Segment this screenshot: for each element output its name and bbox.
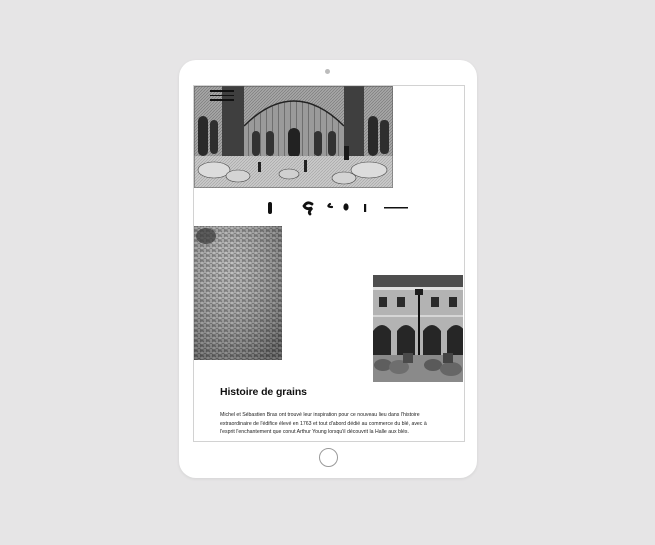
home-button-icon[interactable] [319,448,338,467]
article-title: Histoire de grains [220,386,307,398]
tablet-device [179,60,477,478]
courtyard-image [373,275,463,382]
halle-aux-bles-image [194,86,393,188]
hamburger-menu-icon[interactable] [210,90,234,102]
camera-icon [325,69,330,74]
grain-texture-image [194,226,282,360]
tablet-screen [193,85,465,442]
article-body: Michel et Sébastien Bras ont trouvé leur inspiration pour ce nouveau lieu dans l'histoire extraordinaire de l'édifice élevé en 1763 et tout d'abord dédié au commerce du blé, avec à l'esprit l'enchantement que conut Arthur Young lorsqu'il découvrit la Halle aux blés. [220,412,427,436]
decorative-marks [266,198,416,222]
